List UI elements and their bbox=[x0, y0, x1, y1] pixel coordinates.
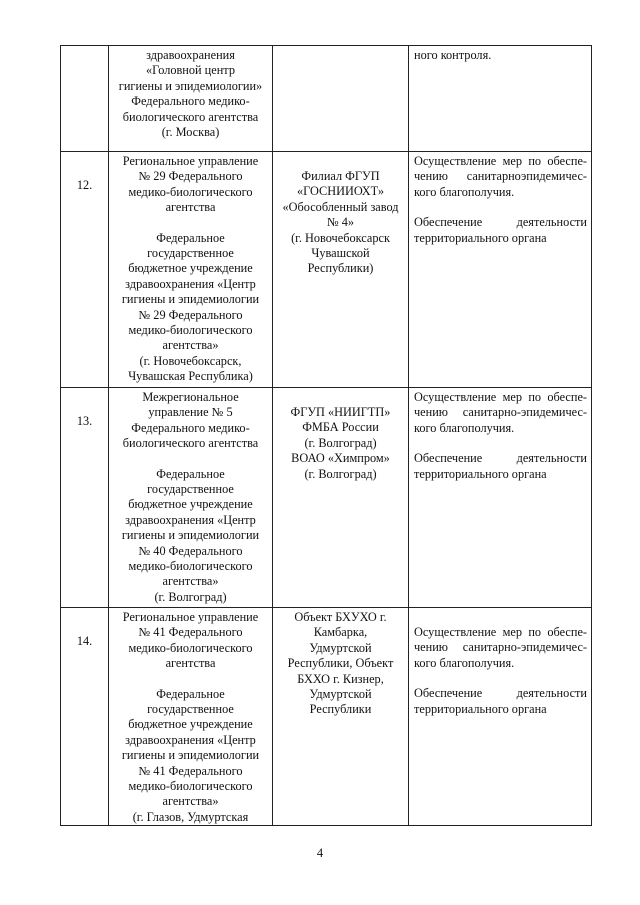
organization-cell bbox=[109, 46, 273, 152]
objects-cell bbox=[273, 608, 409, 826]
function-line: Обеспечение деятельности bbox=[414, 215, 587, 230]
functions-cell bbox=[409, 608, 592, 826]
function-line: кого благополучия. bbox=[414, 655, 515, 670]
page-number: 4 bbox=[316, 846, 324, 860]
row-number-cell bbox=[61, 46, 109, 152]
function-line: кого благополучия. bbox=[414, 184, 515, 199]
function-line: чению санитарноэпидемичес- bbox=[414, 169, 587, 184]
table-row bbox=[61, 388, 592, 608]
regional-office-text: Региональное управление № 29 Федерального медико-биологического агентства bbox=[122, 154, 259, 215]
function-line: кого благополучия. bbox=[414, 420, 515, 435]
function-line: Обеспечение деятельности bbox=[414, 451, 587, 466]
objects-text: Объект БХУХО г. Камбарка, Удмуртской Республики, Объект БХХО г. Кизнер, Удмуртской Республики bbox=[287, 610, 394, 717]
organization-text: здравоохранения «Головной центр гигиены и эпидемиологии» Федерального медико- биологического агентства (г. Москва) bbox=[118, 48, 263, 140]
function-line: территориального органа bbox=[414, 230, 547, 245]
objects-text: Филиал ФГУП «ГОСНИИОХТ» «Обособленный завод № 4» (г. Новочебоксарск Чувашской Республики) bbox=[282, 169, 399, 276]
function-line: Осуществление мер по обеспе- bbox=[414, 154, 587, 168]
function-line: территориального органа bbox=[414, 701, 547, 716]
table-row bbox=[61, 46, 592, 152]
objects-text: ФГУП «НИИГТП» ФМБА России (г. Волгоград) ВОАО «Химпром» (г. Волгоград) bbox=[290, 405, 391, 481]
row-number-cell: 12. bbox=[61, 152, 109, 388]
table-row bbox=[61, 608, 592, 826]
row-number-cell: 13. bbox=[61, 388, 109, 608]
objects-cell bbox=[273, 388, 409, 608]
function-line: ного контроля. bbox=[414, 48, 492, 62]
regional-office-text: Региональное управление № 41 Федерального медико-биологического агентства bbox=[122, 610, 259, 671]
function-line: чению санитарно-эпидемичес- bbox=[414, 640, 587, 655]
regional-office-text: Межрегиональное управление № 5 Федерального медико- биологического агентства bbox=[122, 390, 259, 451]
institution-text: Федеральное государственное бюджетное учреждение здравоохранения «Центр гигиены и эпидемиологии № 40 Федерального медико-биологического агентства» (г. Волгоград) bbox=[121, 466, 260, 604]
functions-cell bbox=[409, 46, 592, 152]
function-line: Осуществление мер по обеспе- bbox=[414, 390, 587, 404]
organization-cell bbox=[109, 388, 273, 608]
table-row bbox=[61, 152, 592, 388]
function-line: чению санитарно-эпидемичес- bbox=[414, 405, 587, 420]
objects-cell bbox=[273, 46, 409, 152]
function-line: территориального органа bbox=[414, 466, 547, 481]
functions-cell bbox=[409, 388, 592, 608]
institution-text: Федеральное государственное бюджетное учреждение здравоохранения «Центр гигиены и эпидемиологии № 29 Федерального медико-биологического агентства» (г. Новочебоксарск, Чувашская Республика) bbox=[121, 230, 260, 384]
objects-cell bbox=[273, 152, 409, 388]
organizations-table bbox=[60, 45, 592, 826]
institution-text: Федеральное государственное бюджетное учреждение здравоохранения «Центр гигиены и эпидемиологии № 41 Федерального медико-биологического агентства» (г. Глазов, Удмуртская bbox=[121, 686, 260, 824]
function-line: Обеспечение деятельности bbox=[414, 686, 587, 701]
organization-cell bbox=[109, 152, 273, 388]
organization-cell bbox=[109, 608, 273, 826]
function-line: Осуществление мер по обеспе- bbox=[414, 625, 587, 639]
row-number-cell: 14. bbox=[61, 608, 109, 826]
functions-cell bbox=[409, 152, 592, 388]
